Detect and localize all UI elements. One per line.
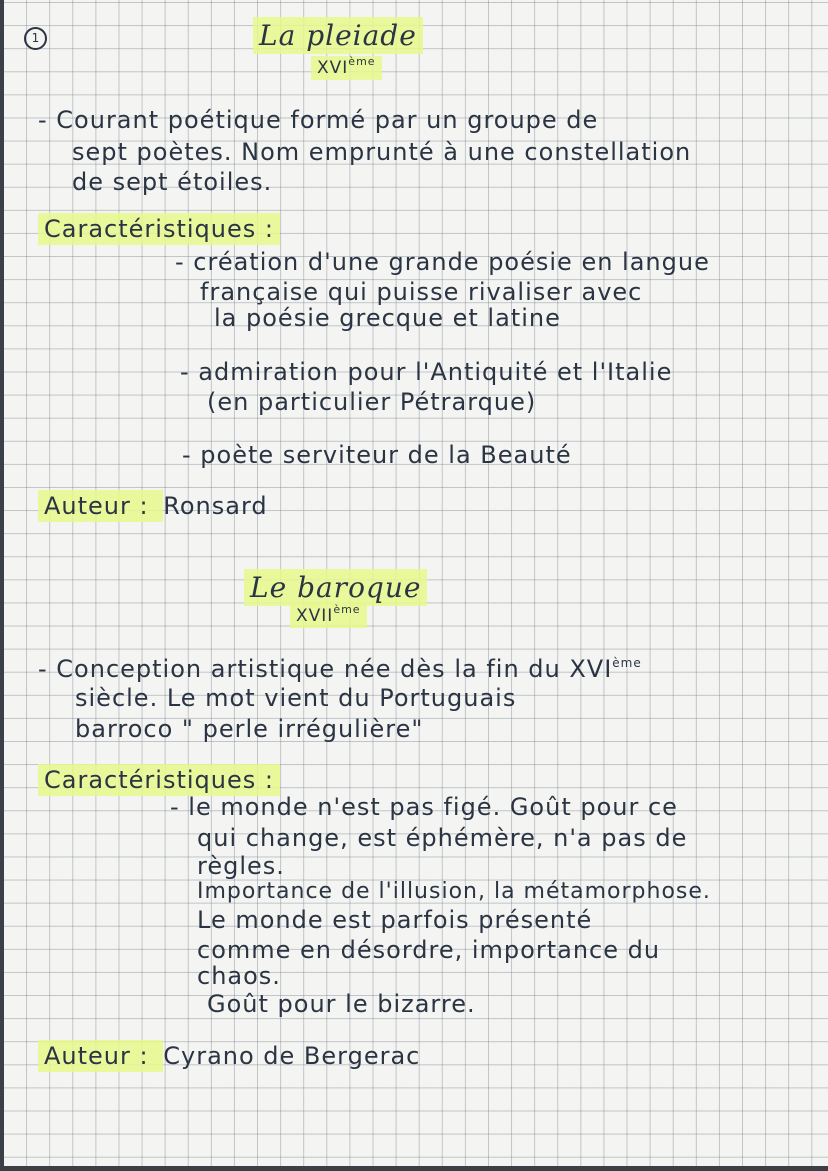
section2-author xyxy=(38,1044,420,1068)
section1-characteristic-line: la poésie grecque et latine xyxy=(214,304,561,332)
section1-characteristic-line: - poète serviteur de la Beauté xyxy=(182,441,572,469)
section1-century: XVIème xyxy=(311,56,382,77)
section2-author-name: Cyrano de Bergerac xyxy=(163,1042,421,1070)
section1-intro-line: - Courant poétique formé par un groupe de xyxy=(38,106,599,134)
section1-author-label: Auteur : xyxy=(38,490,163,522)
section2-characteristic-line: qui change, est éphémère, n'a pas de xyxy=(197,824,688,852)
section2-characteristic-line: comme en désordre, importance du xyxy=(197,936,661,964)
section2-intro-line: - Conception artistique née dès la fin du XVIème xyxy=(38,655,642,683)
section2-characteristic-line: - le monde n'est pas figé. Goût pour ce xyxy=(170,793,678,821)
section1-characteristic-line: (en particulier Pétrarque) xyxy=(207,388,537,416)
section1-title: La pleiade xyxy=(253,22,423,50)
section2-intro-line: siècle. Le mot vient du Portuguais xyxy=(75,684,517,712)
section1-characteristic-line: - admiration pour l'Antiquité et l'Italie xyxy=(180,358,673,386)
section2-characteristic-line: Goût pour le bizarre. xyxy=(207,990,476,1018)
section2-author-label: Auteur : xyxy=(38,1040,163,1072)
section2-century: XVIIème xyxy=(290,604,367,625)
section2-characteristic-line: chaos. xyxy=(197,962,281,990)
section2-characteristic-line: règles. xyxy=(197,852,285,880)
page-bottom-edge xyxy=(0,1166,828,1171)
section1-author xyxy=(38,494,268,518)
section2-characteristic-line: Le monde est parfois présenté xyxy=(197,906,593,934)
section1-characteristic-line: - création d'une grande poésie en langue xyxy=(175,248,710,276)
section1-author-name: Ronsard xyxy=(163,492,268,520)
section1-characteristics-label: Caractéristiques : xyxy=(38,217,280,241)
page-left-edge xyxy=(0,0,4,1171)
section2-title: Le baroque xyxy=(244,574,427,602)
section2-characteristic-line: Importance de l'illusion, la métamorphose. xyxy=(197,879,711,904)
section1-characteristic-line: française qui puisse rivaliser avec xyxy=(200,278,643,306)
page-number: 1 xyxy=(24,27,47,50)
section1-intro-line: sept poètes. Nom emprunté à une constellation xyxy=(72,138,692,166)
section1-intro-line: de sept étoiles. xyxy=(72,168,273,196)
section2-characteristics-label: Caractéristiques : xyxy=(38,768,280,792)
section2-intro-line: barroco " perle irrégulière" xyxy=(75,715,424,743)
